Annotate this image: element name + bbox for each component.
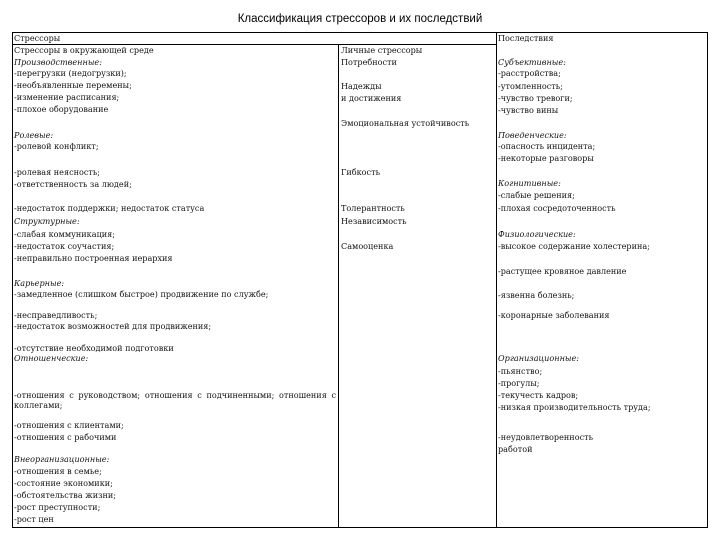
header-stressors: Стрессоры [14, 33, 61, 43]
cognitive-item: -плохая сосредоточенность [498, 203, 616, 213]
personal-hopes-cont: и достижения [341, 93, 402, 103]
page-title: Классификация стрессоров и их последствий [237, 13, 483, 25]
stressors-table [12, 32, 708, 528]
external-item: -рост цен [14, 514, 54, 524]
role-item: -ролевая неясность; [14, 167, 101, 177]
header-personal: Личные стрессоры [341, 45, 423, 55]
physio-item: -язвенна болезнь; [498, 290, 575, 300]
external-heading: Внеорганизационные: [14, 454, 110, 464]
physio-item: -высокое содержание холестерина; [498, 241, 650, 251]
struct-item: -неправильно построенная иерархия [14, 253, 173, 263]
divider-col1 [338, 44, 339, 527]
personal-flexibility: Гибкость [341, 167, 380, 177]
behavioral-item: -некоторые разговоры [498, 153, 594, 163]
subjective-item: -расстройства; [498, 68, 561, 78]
career-item: -отсутствие необходимой подготовки [14, 343, 174, 353]
personal-hopes: Надежды [341, 81, 382, 91]
relations-item: -отношения с клиентами; [14, 420, 124, 430]
subjective-item: -чувство вины [498, 105, 559, 115]
production-item: -перегрузки (недогрузки); [14, 68, 127, 78]
production-item: -плохое оборудование [14, 104, 109, 114]
header-consequences: Последствия [498, 33, 554, 43]
production-item: -необъявленные перемены; [14, 80, 132, 90]
behavioral-item: -опасность инцидента; [498, 141, 596, 151]
personal-tolerance: Толерантность [341, 203, 405, 213]
struct-item: -слабая коммуникация; [14, 229, 116, 239]
career-item: -недостаток возможностей для продвижения; [14, 321, 212, 331]
career-item: -несправедливость; [14, 310, 98, 320]
personal-independence: Независимость [341, 216, 407, 226]
role-item: -ролевой конфликт; [14, 141, 99, 151]
org-item: -прогулы; [498, 378, 540, 388]
external-item: -обстоятельства жизни; [14, 490, 117, 500]
cognitive-heading: Когнитивные: [498, 178, 561, 188]
org-item: -текучесть кадров; [498, 390, 579, 400]
cognitive-item: -слабые решения; [498, 190, 575, 200]
struct-item: -недостаток соучастия; [14, 241, 115, 251]
external-item: -рост преступности; [14, 502, 101, 512]
physio-heading: Физиологические: [498, 229, 576, 239]
relations-item: -отношения с руководством; отношения с подчиненными; отношения с коллегами; [14, 390, 336, 410]
role-item: -недостаток поддержки; недостаток статуса [14, 203, 205, 213]
personal-stability: Эмоциональная устойчивость [341, 118, 470, 128]
org-item: работой [498, 444, 533, 454]
role-heading: Ролевые: [14, 130, 54, 140]
physio-item: -коронарные заболевания [498, 310, 610, 320]
relations-heading: Отношенческие: [14, 353, 89, 363]
production-heading: Производственные: [14, 57, 102, 67]
relations-item: -отношения с рабочими [14, 432, 117, 442]
subjective-item: -чувство тревоги; [498, 93, 573, 103]
behavioral-heading: Поведенческие: [498, 130, 567, 140]
external-item: -состояние экономики; [14, 478, 113, 488]
role-item: -ответственность за людей; [14, 179, 132, 189]
divider-col2 [496, 33, 497, 527]
career-item: -замедленное (слишком быстрое) продвижение по службе; [14, 289, 269, 299]
personal-self-esteem: Самооценка [341, 241, 394, 251]
physio-item: -растущее кровяное давление [498, 266, 627, 276]
org-item: -пьянство; [498, 366, 543, 376]
personal-needs: Потребности [341, 57, 397, 67]
org-item: -неудовлетворенность [498, 432, 593, 442]
external-item: -отношения в семье; [14, 466, 102, 476]
career-heading: Карьерные: [14, 278, 65, 288]
org-heading: Организационные: [498, 353, 580, 363]
subjective-item: -утомленность; [498, 81, 563, 91]
org-item: -низкая производительность труда; [498, 402, 651, 412]
header-environment: Стрессоры в окружающей среде [14, 45, 154, 55]
subjective-heading: Субъективные: [498, 57, 566, 67]
struct-heading: Структурные: [14, 216, 80, 226]
production-item: -изменение расписания; [14, 92, 120, 102]
